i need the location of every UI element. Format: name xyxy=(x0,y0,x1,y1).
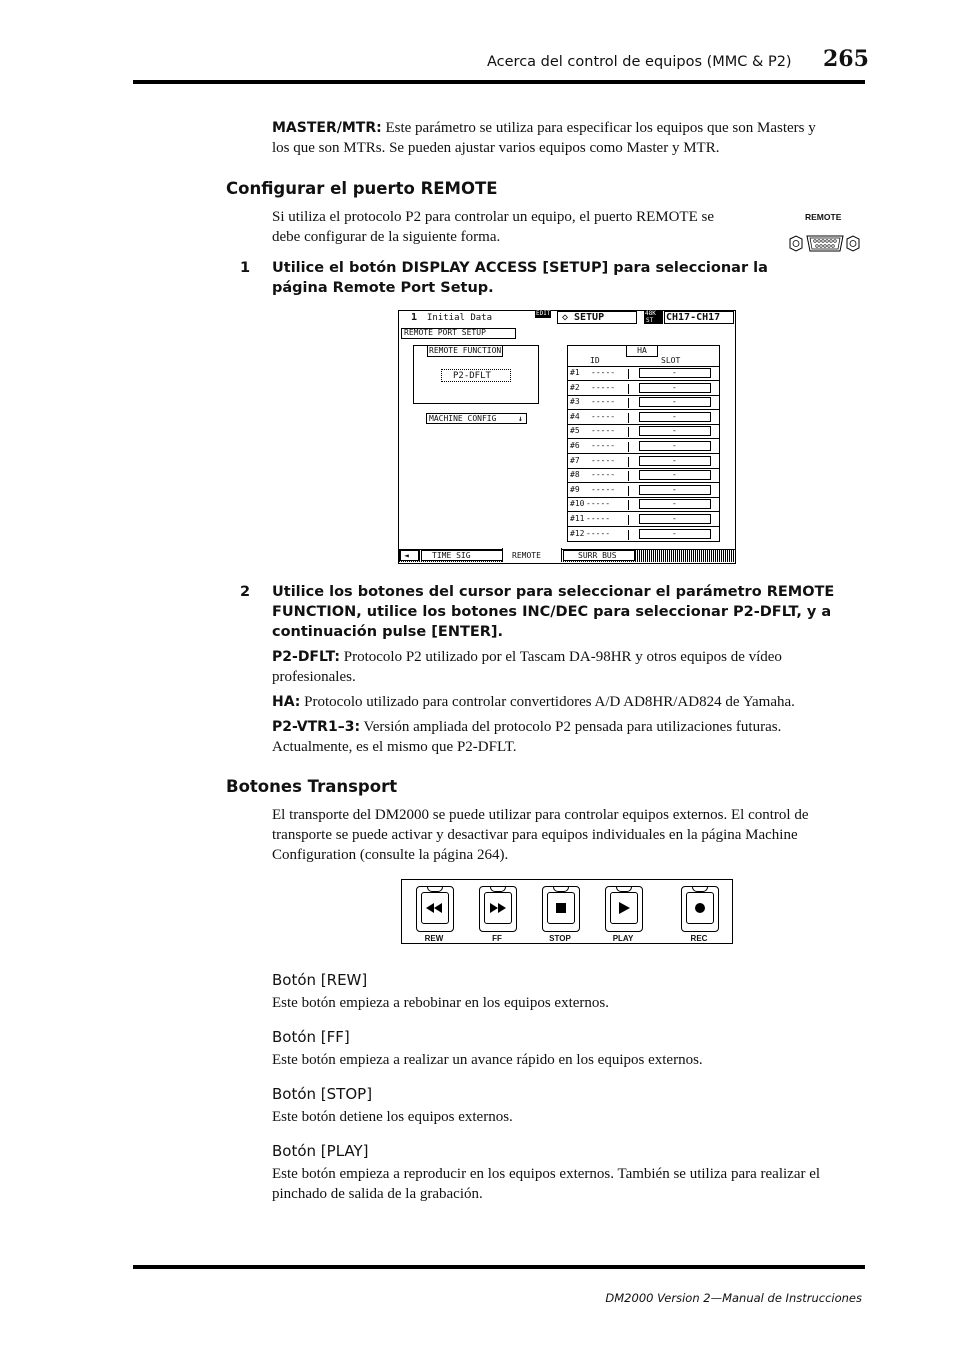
stop-title: Botón [STOP] xyxy=(272,1085,373,1103)
step2-line-1: Utilice los botones del cursor para seleccionar el parámetro REMOTE xyxy=(272,584,835,600)
ha-row-rule xyxy=(567,453,720,454)
ha-row-separator xyxy=(628,486,629,496)
ha-row-rule xyxy=(567,526,720,527)
def-vtr-line-1: Versión ampliada del protocolo P2 pensada para utilizaciones futuras. xyxy=(363,719,782,735)
rec-label: REC xyxy=(690,934,708,943)
remote-heading: Configurar el puerto REMOTE xyxy=(226,179,498,198)
ha-row-slot-field[interactable] xyxy=(639,456,711,466)
ha-row-slot-value: - xyxy=(672,411,677,421)
stop-icon xyxy=(548,893,574,923)
play-text-2: pinchado de salida de la grabación. xyxy=(272,1186,483,1202)
ha-col-id: ID xyxy=(590,356,600,365)
ff-text: Este botón empieza a realizar un avance rápido en los equipos externos. xyxy=(272,1052,703,1068)
lcd-page-name: SETUP xyxy=(574,312,605,323)
ha-row-slot-value: - xyxy=(672,528,677,538)
play-button[interactable] xyxy=(605,886,643,932)
ha-row-slot-field[interactable] xyxy=(639,470,711,480)
ha-row-separator xyxy=(628,500,629,510)
lcd-edit-flag: EDIT xyxy=(536,310,551,317)
lcd-left-arrow-icon: ◄ xyxy=(404,551,409,560)
ha-row-slot-value: - xyxy=(672,441,677,450)
ha-row-rule xyxy=(567,438,720,439)
ha-row-number: #6 xyxy=(570,441,580,450)
machine-config-arrow-icon: ↓ xyxy=(518,414,523,423)
ha-row-separator xyxy=(628,530,629,540)
def-vtr-line-2: Actualmente, es el mismo que P2-DFLT. xyxy=(272,739,517,755)
master-mtr-para xyxy=(272,118,872,158)
step2-line-2: FUNCTION, utilice los botones INC/DEC para seleccionar P2-DFLT, y a xyxy=(272,604,832,620)
ha-row-slot-field[interactable] xyxy=(639,426,711,436)
ha-row-slot-value: - xyxy=(672,499,677,509)
ha-row-slot-field[interactable] xyxy=(639,499,711,509)
ha-row-separator xyxy=(628,442,629,452)
rew-label: REW xyxy=(424,934,444,943)
master-mtr-text-1: Este parámetro se utiliza para especificar los equipos que son Masters y xyxy=(385,120,816,136)
step1-number: 1 xyxy=(240,260,251,276)
rew-title: Botón [REW] xyxy=(272,971,368,989)
ha-row-id: ----- xyxy=(591,368,616,377)
ha-row-number: #9 xyxy=(570,484,580,494)
ha-col-slot: SLOT xyxy=(661,356,681,365)
lcd-fs-badge xyxy=(644,311,663,324)
ha-row-id: ----- xyxy=(591,455,616,465)
top-rule xyxy=(133,80,865,84)
def-p2dflt-line-1: Protocolo P2 utilizado por el Tascam DA-98HR y otros equipos de vídeo xyxy=(343,649,782,665)
def-p2dflt-line-2: profesionales. xyxy=(272,669,356,685)
machine-config-button[interactable] xyxy=(426,413,527,424)
ha-row-slot-field[interactable] xyxy=(639,397,711,407)
lcd-tab-left-arrow[interactable] xyxy=(400,550,419,561)
ha-row-number: #4 xyxy=(570,411,580,421)
lcd-tab3-label: SURR BUS xyxy=(578,551,617,560)
ha-row-number: #10 xyxy=(570,499,585,509)
bottom-rule xyxy=(133,1265,865,1269)
ha-row-separator xyxy=(628,471,629,481)
ha-row-slot-field[interactable] xyxy=(639,441,711,451)
ha-row-slot-value: - xyxy=(672,397,677,407)
transport-intro-2: transporte se puede activar y desactivar para equipos individuales en la página Machine xyxy=(272,827,798,843)
ha-row-slot-value: - xyxy=(672,470,677,480)
ha-row-slot-field[interactable] xyxy=(639,529,711,539)
ha-row-number: #7 xyxy=(570,455,580,465)
play-title: Botón [PLAY] xyxy=(272,1142,369,1160)
ha-row-number: #1 xyxy=(570,368,580,377)
lcd-scene-name: Initial Data xyxy=(427,313,493,323)
play-text-1: Este botón empieza a reproducir en los equipos externos. También se utiliza para realizar el xyxy=(272,1166,821,1182)
lcd-fs-bottom: ST xyxy=(646,317,654,324)
play-label: PLAY xyxy=(612,934,634,943)
lcd-tab-time-sig[interactable] xyxy=(421,550,503,561)
ha-row-rule xyxy=(567,395,720,396)
remote-port-label: REMOTE xyxy=(805,212,842,222)
ha-row-slot-value: - xyxy=(672,368,677,377)
ha-row-slot-value: - xyxy=(672,426,677,436)
stop-text: Este botón detiene los equipos externos. xyxy=(272,1109,513,1125)
ha-row-id: ----- xyxy=(586,514,611,523)
ff-title: Botón [FF] xyxy=(272,1028,350,1046)
ha-row-slot-field[interactable] xyxy=(639,514,711,524)
ha-row-separator xyxy=(628,413,629,423)
d-sub-connector-icon xyxy=(786,232,866,258)
step1-text xyxy=(272,258,768,298)
remote-intro-2: debe configurar de la siguiente forma. xyxy=(272,229,501,245)
def-p2dflt xyxy=(272,647,782,687)
remote-intro xyxy=(272,207,714,247)
def-ha-text: Protocolo utilizado para controlar convertidores A/D AD8HR/AD824 de Yamaha. xyxy=(304,694,795,710)
ha-row-id: ----- xyxy=(586,499,611,509)
ha-row-rule xyxy=(567,482,720,483)
ha-row-separator xyxy=(628,515,629,525)
ha-row-rule xyxy=(567,541,720,542)
ha-row-slot-field[interactable] xyxy=(639,412,711,422)
ha-row-number: #2 xyxy=(570,382,580,392)
machine-config-label: MACHINE CONFIG xyxy=(429,414,497,423)
play-text xyxy=(272,1164,820,1204)
remote-port-illustration xyxy=(786,210,866,260)
fast-forward-icon xyxy=(485,893,511,923)
rewind-icon xyxy=(422,893,448,923)
ha-row-separator xyxy=(628,369,629,379)
rew-text: Este botón empieza a rebobinar en los equipos externos. xyxy=(272,995,609,1011)
ha-row-id: ----- xyxy=(591,397,616,407)
step1-line-2: página Remote Port Setup. xyxy=(272,280,494,296)
ha-row-rule xyxy=(567,497,720,498)
ha-row-slot-field[interactable] xyxy=(639,485,711,495)
ha-row-id: ----- xyxy=(591,382,616,392)
lcd-tab-remote[interactable] xyxy=(502,548,562,562)
transport-panel xyxy=(401,879,733,944)
remote-intro-1: Si utiliza el protocolo P2 para controlar un equipo, el puerto REMOTE se xyxy=(272,209,714,225)
def-ha xyxy=(272,692,795,712)
ff-button-face xyxy=(484,892,512,924)
ha-row-number: #11 xyxy=(570,514,585,523)
footer-text: DM2000 Version 2—Manual de Instrucciones xyxy=(605,1291,862,1305)
ha-row-id: ----- xyxy=(591,470,616,480)
ha-row-rule xyxy=(567,380,720,381)
rec-button[interactable] xyxy=(681,886,719,932)
lcd-fs-top: 48K xyxy=(645,310,656,317)
ha-row-id: ----- xyxy=(591,441,616,450)
page-number: 265 xyxy=(823,46,869,72)
transport-intro xyxy=(272,805,809,865)
stop-label: STOP xyxy=(549,934,571,943)
ha-row-rule xyxy=(567,409,720,410)
ha-row-id: ----- xyxy=(591,484,616,494)
step2-number: 2 xyxy=(240,584,251,600)
remote-function-value: P2-DFLT xyxy=(453,371,491,381)
ha-row-number: #3 xyxy=(570,397,580,407)
ha-row-separator xyxy=(628,457,629,467)
ha-row-slot-value: - xyxy=(672,455,677,465)
remote-function-label: REMOTE FUNCTION xyxy=(429,346,502,355)
stop-button-face xyxy=(547,892,575,924)
ha-row-number: #5 xyxy=(570,426,580,436)
step2-text xyxy=(272,582,834,642)
ha-row-separator xyxy=(628,427,629,437)
ha-row-slot-field[interactable] xyxy=(639,383,711,393)
master-mtr-term: MASTER/MTR: xyxy=(272,120,382,136)
record-icon xyxy=(687,893,713,923)
lcd-tab1-label: TIME SIG xyxy=(432,551,471,560)
transport-heading: Botones Transport xyxy=(226,777,398,796)
def-ha-term: HA: xyxy=(272,694,301,710)
def-vtr-term: P2-VTR1–3: xyxy=(272,719,361,735)
ha-row-id: ----- xyxy=(591,426,616,436)
ha-row-number: #12 xyxy=(570,528,585,538)
lcd-diamond-icon: ◇ xyxy=(562,312,569,323)
ha-row-slot-value: - xyxy=(672,382,677,392)
lcd-channel: CH17-CH17 xyxy=(666,312,721,323)
ha-row-separator xyxy=(628,384,629,394)
ha-row-slot-field[interactable] xyxy=(639,368,711,378)
lcd-tab-surr-bus[interactable] xyxy=(563,550,635,561)
ha-row-id: ----- xyxy=(586,528,611,538)
def-vtr xyxy=(272,717,781,757)
ha-row-id: ----- xyxy=(591,411,616,421)
ha-row-rule xyxy=(567,424,720,425)
play-button-face xyxy=(610,892,638,924)
ha-row-rule xyxy=(567,511,720,512)
ha-table-divider xyxy=(567,366,720,367)
transport-intro-1: El transporte del DM2000 se puede utilizar para controlar equipos externos. El control de xyxy=(272,807,809,823)
ff-label: FF xyxy=(492,934,502,943)
stop-button[interactable] xyxy=(542,886,580,932)
lcd-tab2-label: REMOTE xyxy=(512,551,541,560)
transport-intro-3: Configuration (consulte la página 264). xyxy=(272,847,509,863)
rew-button[interactable] xyxy=(416,886,454,932)
play-icon xyxy=(611,893,637,923)
rec-button-face xyxy=(686,892,714,924)
def-p2dflt-term: P2-DFLT: xyxy=(272,649,340,665)
running-title: Acerca del control de equipos (MMC & P2) xyxy=(487,54,792,70)
rew-button-face xyxy=(421,892,449,924)
ha-table-header: HA xyxy=(626,345,658,357)
master-mtr-text-2: los que son MTRs. Se pueden ajustar varios equipos como Master y MTR. xyxy=(272,140,720,156)
ff-button[interactable] xyxy=(479,886,517,932)
ha-row-number: #8 xyxy=(570,470,580,480)
lcd-screen xyxy=(398,310,736,564)
ha-row-rule xyxy=(567,468,720,469)
step2-line-3: continuación pulse [ENTER]. xyxy=(272,624,504,640)
ha-row-slot-value: - xyxy=(672,514,677,523)
ha-row-slot-value: - xyxy=(672,484,677,494)
lcd-page-title: REMOTE PORT SETUP xyxy=(404,328,486,337)
lcd-scene-number: 1 xyxy=(411,312,418,323)
ha-row-separator xyxy=(628,398,629,408)
step1-line-1: Utilice el botón DISPLAY ACCESS [SETUP] para seleccionar la xyxy=(272,260,768,276)
